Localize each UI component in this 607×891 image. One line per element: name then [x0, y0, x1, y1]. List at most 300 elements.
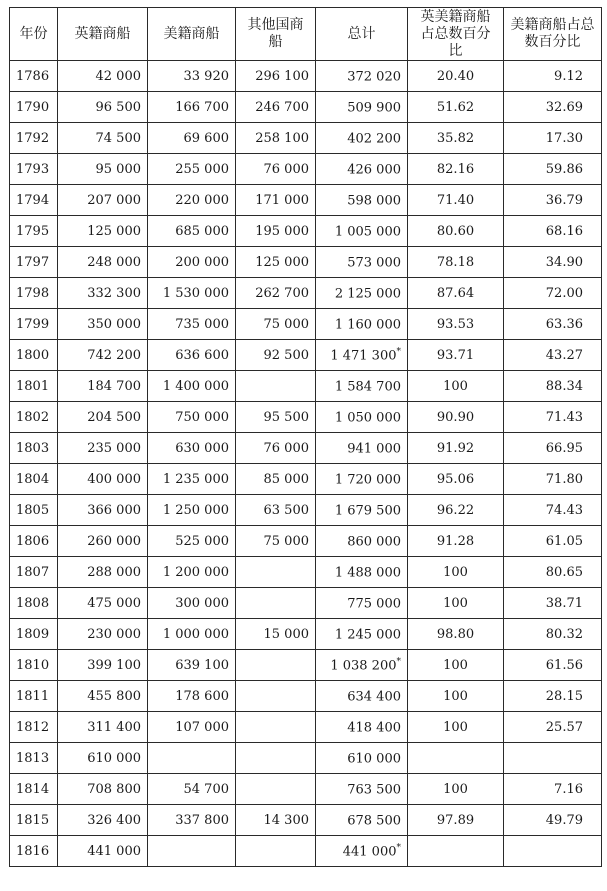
cell-american-percent: [504, 464, 602, 495]
table-row: [10, 278, 602, 309]
cell-american-ships-value: 1 530 000: [162, 285, 229, 301]
cell-year-value: 1797: [16, 254, 50, 270]
cell-american-percent: [504, 836, 602, 867]
cell-year-value: 1795: [16, 223, 50, 239]
cell-american-percent-value: 34.90: [545, 254, 583, 270]
cell-total-value: 441 000: [342, 844, 397, 860]
cell-british-ships: [58, 557, 148, 588]
cell-american-percent-value: 32.69: [545, 99, 583, 115]
cell-american-percent: [504, 216, 602, 247]
cell-british-ships-value: 42 000: [95, 68, 141, 84]
cell-american-ships: [148, 433, 236, 464]
cell-other-ships: [236, 92, 316, 123]
cell-total-value: 610 000: [347, 751, 401, 767]
cell-american-ships-value: 200 000: [175, 254, 229, 270]
cell-anglo-american-percent-value: 100: [443, 719, 468, 735]
cell-american-percent: [504, 588, 602, 619]
cell-anglo-american-percent: [408, 61, 504, 92]
table-row: [10, 588, 602, 619]
cell-year: [10, 278, 58, 309]
table-row: [10, 650, 602, 681]
cell-british-ships-value: 455 800: [87, 688, 141, 704]
cell-anglo-american-percent-value: 93.71: [436, 347, 475, 363]
cell-total: [316, 185, 408, 216]
cell-british-ships-value: 74 500: [95, 130, 141, 146]
cell-year: [10, 557, 58, 588]
cell-other-ships: [236, 650, 316, 681]
cell-total: [316, 743, 408, 774]
cell-british-ships-value: 350 000: [87, 316, 141, 332]
cell-american-ships: [148, 185, 236, 216]
cell-anglo-american-percent: [408, 619, 504, 650]
cell-american-percent-value: 71.80: [545, 471, 583, 487]
cell-year-value: 1805: [16, 502, 50, 518]
cell-anglo-american-percent: [408, 340, 504, 371]
cell-american-percent: [504, 805, 602, 836]
cell-american-percent: [504, 371, 602, 402]
cell-american-ships-value: 750 000: [175, 409, 229, 425]
cell-other-ships: [236, 185, 316, 216]
table-row: [10, 619, 602, 650]
cell-anglo-american-percent-value: 71.40: [436, 192, 475, 208]
cell-american-percent-value: 7.16: [554, 781, 583, 797]
cell-other-ships: [236, 278, 316, 309]
table-row: [10, 309, 602, 340]
cell-american-percent: [504, 495, 602, 526]
cell-american-ships: [148, 619, 236, 650]
cell-american-ships-value: 1 200 000: [162, 564, 229, 580]
cell-american-ships: [148, 650, 236, 681]
cell-total: [316, 557, 408, 588]
table-row: [10, 247, 602, 278]
cell-other-ships: [236, 681, 316, 712]
cell-year: [10, 247, 58, 278]
cell-american-percent-value: 80.65: [545, 564, 583, 580]
cell-total: [316, 340, 408, 371]
cell-american-ships: [148, 371, 236, 402]
cell-american-percent: [504, 278, 602, 309]
cell-other-ships: [236, 247, 316, 278]
header-other-ships: 其他国商船: [236, 8, 316, 61]
cell-other-ships: [236, 309, 316, 340]
cell-total-value: 573 000: [347, 255, 401, 271]
cell-american-ships: [148, 61, 236, 92]
cell-year: [10, 495, 58, 526]
cell-year-value: 1801: [16, 378, 50, 394]
cell-other-ships-value: 92 500: [263, 347, 309, 363]
cell-total: [316, 526, 408, 557]
cell-anglo-american-percent: [408, 743, 504, 774]
cell-total-value: 1 720 000: [334, 472, 401, 488]
cell-total: [316, 433, 408, 464]
cell-year: [10, 774, 58, 805]
table-row: [10, 774, 602, 805]
cell-american-percent: [504, 309, 602, 340]
cell-american-ships-value: 54 700: [183, 781, 229, 797]
cell-british-ships: [58, 526, 148, 557]
cell-british-ships-value: 400 000: [87, 471, 141, 487]
cell-year-value: 1806: [16, 533, 50, 549]
table-row: [10, 805, 602, 836]
cell-british-ships-value: 288 000: [87, 564, 141, 580]
cell-british-ships-value: 399 100: [87, 657, 141, 673]
cell-british-ships: [58, 805, 148, 836]
table-row: [10, 557, 602, 588]
header-anglo-american-percent: 英美籍商船占总数百分比: [408, 8, 504, 61]
cell-other-ships: [236, 526, 316, 557]
cell-total: [316, 309, 408, 340]
cell-year-value: 1807: [16, 564, 50, 580]
table-row: [10, 743, 602, 774]
cell-total: [316, 681, 408, 712]
cell-year: [10, 402, 58, 433]
cell-anglo-american-percent: [408, 805, 504, 836]
cell-anglo-american-percent: [408, 836, 504, 867]
cell-american-ships-value: 166 700: [175, 99, 229, 115]
cell-american-percent: [504, 61, 602, 92]
cell-american-ships: [148, 526, 236, 557]
table-row: [10, 371, 602, 402]
footnote-mark: *: [396, 656, 401, 667]
cell-american-ships: [148, 247, 236, 278]
cell-american-percent-value: 63.36: [545, 316, 583, 332]
cell-british-ships: [58, 154, 148, 185]
cell-american-ships-value: 735 000: [175, 316, 229, 332]
cell-british-ships-value: 184 700: [87, 378, 141, 394]
cell-total: [316, 588, 408, 619]
cell-year: [10, 123, 58, 154]
cell-other-ships-value: 125 000: [255, 254, 309, 270]
cell-anglo-american-percent: [408, 309, 504, 340]
cell-total-value: 418 400: [347, 720, 401, 736]
cell-year-value: 1811: [16, 688, 50, 704]
header-american-percent: 美籍商船占总数百分比: [504, 8, 602, 61]
cell-american-percent-value: 36.79: [545, 192, 583, 208]
cell-anglo-american-percent-value: 82.16: [436, 161, 475, 177]
cell-anglo-american-percent: [408, 278, 504, 309]
cell-british-ships: [58, 774, 148, 805]
cell-american-percent: [504, 340, 602, 371]
cell-anglo-american-percent: [408, 433, 504, 464]
cell-year: [10, 712, 58, 743]
cell-total-value: 1 038 200: [330, 658, 397, 674]
cell-other-ships: [236, 712, 316, 743]
cell-british-ships: [58, 743, 148, 774]
cell-year-value: 1803: [16, 440, 50, 456]
cell-year: [10, 185, 58, 216]
cell-other-ships-value: 14 300: [263, 812, 309, 828]
cell-year-value: 1794: [16, 192, 50, 208]
cell-other-ships-value: 195 000: [255, 223, 309, 239]
cell-year-value: 1809: [16, 626, 50, 642]
cell-anglo-american-percent-value: 100: [443, 688, 468, 704]
cell-american-percent: [504, 619, 602, 650]
cell-british-ships-value: 441 000: [87, 843, 141, 859]
cell-anglo-american-percent-value: 87.64: [436, 285, 475, 301]
cell-anglo-american-percent-value: 100: [443, 781, 468, 797]
cell-american-percent: [504, 433, 602, 464]
cell-total-value: 598 000: [347, 193, 401, 209]
cell-year: [10, 588, 58, 619]
table-row: [10, 402, 602, 433]
header-total: 总计: [316, 8, 408, 61]
cell-year-value: 1802: [16, 409, 50, 425]
table-body: [10, 61, 602, 867]
cell-british-ships: [58, 650, 148, 681]
cell-total-value: 941 000: [347, 441, 401, 457]
cell-year-value: 1798: [16, 285, 50, 301]
cell-anglo-american-percent: [408, 681, 504, 712]
cell-anglo-american-percent: [408, 247, 504, 278]
cell-anglo-american-percent-value: 100: [443, 564, 468, 580]
cell-anglo-american-percent-value: 98.80: [436, 626, 475, 642]
cell-american-percent: [504, 774, 602, 805]
cell-british-ships-value: 366 000: [87, 502, 141, 518]
table-row: [10, 464, 602, 495]
cell-total: [316, 836, 408, 867]
cell-other-ships-value: 296 100: [255, 68, 309, 84]
cell-british-ships: [58, 123, 148, 154]
cell-anglo-american-percent-value: 97.89: [436, 812, 475, 828]
cell-british-ships: [58, 247, 148, 278]
cell-total: [316, 464, 408, 495]
cell-year: [10, 743, 58, 774]
cell-american-percent-value: 9.12: [554, 68, 583, 84]
cell-total: [316, 495, 408, 526]
cell-anglo-american-percent-value: 90.90: [436, 409, 475, 425]
cell-american-ships-value: 525 000: [175, 533, 229, 549]
table-row: [10, 154, 602, 185]
cell-total-value: 426 000: [347, 162, 401, 178]
table-row: [10, 712, 602, 743]
cell-american-ships: [148, 588, 236, 619]
cell-total-value: 1 488 000: [334, 565, 401, 581]
cell-american-ships: [148, 123, 236, 154]
cell-american-ships-value: 178 600: [175, 688, 229, 704]
cell-american-percent: [504, 92, 602, 123]
cell-american-ships-value: 255 000: [175, 161, 229, 177]
cell-anglo-american-percent: [408, 774, 504, 805]
cell-american-ships: [148, 712, 236, 743]
cell-total: [316, 619, 408, 650]
table-row: [10, 340, 602, 371]
cell-year-value: 1815: [16, 812, 50, 828]
cell-total-value: 678 500: [347, 813, 401, 829]
cell-british-ships: [58, 495, 148, 526]
cell-other-ships: [236, 588, 316, 619]
cell-other-ships: [236, 495, 316, 526]
cell-year-value: 1793: [16, 161, 50, 177]
cell-american-ships: [148, 278, 236, 309]
cell-british-ships: [58, 836, 148, 867]
cell-year-value: 1799: [16, 316, 50, 332]
cell-american-ships: [148, 805, 236, 836]
cell-british-ships-value: 95 000: [95, 161, 141, 177]
cell-year: [10, 309, 58, 340]
table-row: [10, 433, 602, 464]
cell-other-ships: [236, 61, 316, 92]
cell-american-percent-value: 49.79: [545, 812, 583, 828]
cell-total-value: 1 584 700: [334, 379, 401, 395]
cell-british-ships: [58, 619, 148, 650]
cell-total-value: 860 000: [347, 534, 401, 550]
cell-american-percent-value: 66.95: [545, 440, 583, 456]
cell-year-value: 1790: [16, 99, 50, 115]
cell-anglo-american-percent: [408, 712, 504, 743]
cell-anglo-american-percent-value: 35.82: [436, 130, 475, 146]
cell-american-ships: [148, 216, 236, 247]
cell-british-ships-value: 708 800: [87, 781, 141, 797]
cell-year: [10, 619, 58, 650]
cell-american-ships-value: 300 000: [175, 595, 229, 611]
cell-total-value: 1 471 300: [330, 348, 397, 364]
cell-american-percent-value: 88.34: [545, 378, 583, 394]
cell-other-ships-value: 85 000: [263, 471, 309, 487]
cell-american-ships: [148, 681, 236, 712]
cell-american-percent-value: 38.71: [545, 595, 583, 611]
table-row: [10, 61, 602, 92]
cell-american-ships-value: 630 000: [175, 440, 229, 456]
cell-american-ships: [148, 836, 236, 867]
cell-american-ships-value: 1 250 000: [162, 502, 229, 518]
cell-total-value: 1 679 500: [334, 503, 401, 519]
cell-other-ships-value: 258 100: [255, 130, 309, 146]
cell-american-ships-value: 685 000: [175, 223, 229, 239]
cell-american-percent: [504, 123, 602, 154]
cell-year-value: 1816: [16, 843, 50, 859]
cell-other-ships: [236, 836, 316, 867]
table-row: [10, 681, 602, 712]
cell-other-ships: [236, 743, 316, 774]
cell-american-percent-value: 61.56: [545, 657, 583, 673]
cell-year-value: 1792: [16, 130, 50, 146]
cell-american-ships-value: 1 000 000: [162, 626, 229, 642]
table-row: [10, 526, 602, 557]
cell-british-ships-value: 332 300: [87, 285, 141, 301]
cell-total-value: 1 245 000: [334, 627, 401, 643]
cell-year: [10, 526, 58, 557]
cell-british-ships-value: 230 000: [87, 626, 141, 642]
footnote-mark: *: [396, 346, 401, 357]
cell-american-ships-value: 33 920: [183, 68, 229, 84]
cell-year: [10, 61, 58, 92]
cell-british-ships: [58, 92, 148, 123]
cell-total: [316, 774, 408, 805]
cell-anglo-american-percent-value: 20.40: [436, 68, 475, 84]
cell-total-value: 1 160 000: [334, 317, 401, 333]
cell-total: [316, 805, 408, 836]
cell-other-ships-value: 262 700: [255, 285, 309, 301]
cell-other-ships-value: 75 000: [263, 533, 309, 549]
cell-anglo-american-percent-value: 78.18: [436, 254, 475, 270]
cell-american-ships: [148, 402, 236, 433]
cell-american-percent-value: 71.43: [545, 409, 583, 425]
cell-year: [10, 681, 58, 712]
cell-anglo-american-percent: [408, 185, 504, 216]
cell-anglo-american-percent-value: 91.92: [436, 440, 475, 456]
cell-british-ships-value: 248 000: [87, 254, 141, 270]
cell-year: [10, 92, 58, 123]
cell-american-percent-value: 25.57: [545, 719, 583, 735]
table-row: [10, 836, 602, 867]
cell-anglo-american-percent: [408, 557, 504, 588]
cell-british-ships-value: 326 400: [87, 812, 141, 828]
cell-american-percent: [504, 247, 602, 278]
cell-american-ships: [148, 340, 236, 371]
cell-american-percent-value: 43.27: [545, 347, 583, 363]
cell-anglo-american-percent-value: 100: [443, 595, 468, 611]
header-american-ships: 美籍商船: [148, 8, 236, 61]
cell-american-ships: [148, 464, 236, 495]
cell-other-ships-value: 171 000: [255, 192, 309, 208]
cell-british-ships: [58, 278, 148, 309]
cell-american-ships: [148, 774, 236, 805]
cell-total: [316, 402, 408, 433]
cell-american-percent-value: 17.30: [545, 130, 583, 146]
cell-other-ships: [236, 340, 316, 371]
cell-total: [316, 371, 408, 402]
cell-other-ships-value: 75 000: [263, 316, 309, 332]
cell-american-percent-value: 80.32: [545, 626, 583, 642]
cell-american-percent: [504, 681, 602, 712]
cell-british-ships-value: 125 000: [87, 223, 141, 239]
cell-total-value: 763 500: [347, 782, 401, 798]
cell-anglo-american-percent: [408, 154, 504, 185]
cell-total: [316, 123, 408, 154]
cell-american-percent: [504, 154, 602, 185]
cell-british-ships-value: 610 000: [87, 750, 141, 766]
cell-american-ships: [148, 495, 236, 526]
cell-anglo-american-percent-value: 91.28: [436, 533, 475, 549]
cell-year: [10, 836, 58, 867]
cell-british-ships-value: 235 000: [87, 440, 141, 456]
cell-american-percent: [504, 650, 602, 681]
cell-other-ships-value: 76 000: [263, 161, 309, 177]
cell-year: [10, 650, 58, 681]
cell-total: [316, 216, 408, 247]
cell-american-percent: [504, 712, 602, 743]
cell-american-percent-value: 28.15: [545, 688, 583, 704]
cell-american-ships-value: 220 000: [175, 192, 229, 208]
cell-british-ships: [58, 185, 148, 216]
cell-american-percent-value: 72.00: [545, 285, 583, 301]
cell-british-ships-value: 260 000: [87, 533, 141, 549]
cell-american-ships-value: 1 235 000: [162, 471, 229, 487]
cell-anglo-american-percent: [408, 588, 504, 619]
cell-year: [10, 433, 58, 464]
cell-year-value: 1813: [16, 750, 50, 766]
cell-american-ships-value: 107 000: [175, 719, 229, 735]
cell-american-percent-value: 59.86: [545, 161, 583, 177]
cell-year: [10, 216, 58, 247]
cell-other-ships: [236, 557, 316, 588]
cell-british-ships-value: 742 200: [87, 347, 141, 363]
cell-anglo-american-percent: [408, 526, 504, 557]
cell-american-ships-value: 636 600: [175, 347, 229, 363]
cell-other-ships-value: 95 500: [263, 409, 309, 425]
cell-total-value: 775 000: [347, 596, 401, 612]
table-row: [10, 123, 602, 154]
cell-american-ships-value: 1 400 000: [162, 378, 229, 394]
table-row: [10, 495, 602, 526]
cell-other-ships-value: 76 000: [263, 440, 309, 456]
cell-year: [10, 805, 58, 836]
cell-british-ships: [58, 216, 148, 247]
cell-british-ships-value: 204 500: [87, 409, 141, 425]
cell-other-ships-value: 63 500: [263, 502, 309, 518]
cell-anglo-american-percent: [408, 216, 504, 247]
cell-year-value: 1800: [16, 347, 50, 363]
